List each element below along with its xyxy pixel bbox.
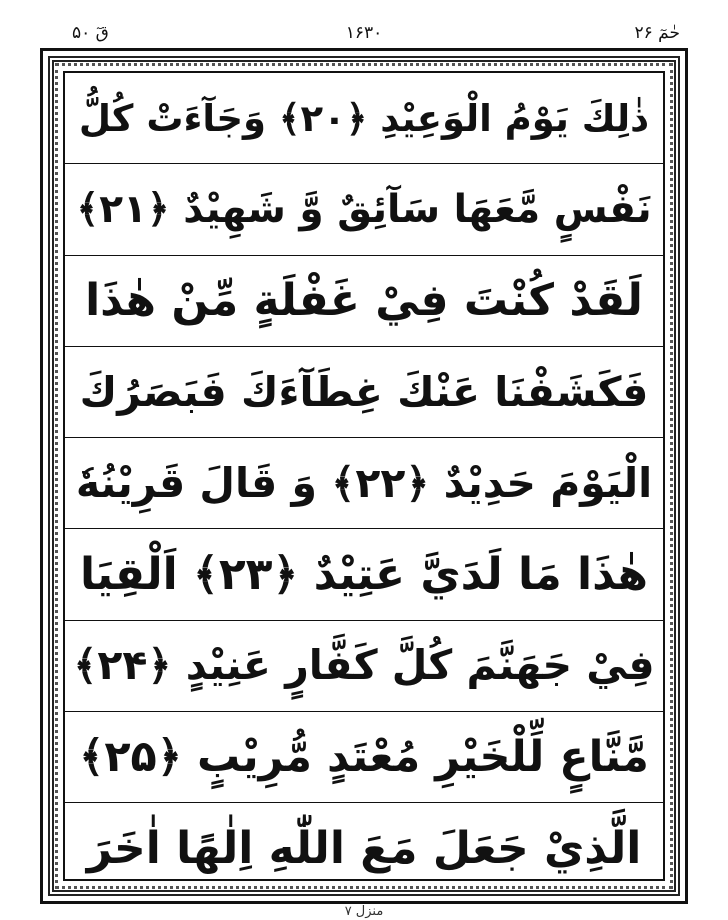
- line-text: الْيَوْمَ حَدِيْدٌ ﴿۲۲﴾ وَ قَالَ قَرِيْنُهٗ: [75, 458, 653, 507]
- juz-marker: حٰمٓ ۲۶: [634, 23, 680, 43]
- line-text: نَفْسٍ مَّعَهَا سَآئِقٌ وَّ شَهِيْدٌ ﴿۲۱﴾: [76, 186, 652, 232]
- text-line: [65, 438, 663, 529]
- text-line: [65, 164, 663, 255]
- surah-marker: قٓ ۵۰: [72, 23, 109, 43]
- page-frame: [40, 48, 688, 904]
- line-text: فِيْ جَهَنَّمَ كُلَّ كَفَّارٍ عَنِيْدٍ ﴿۲۴﴾: [73, 641, 655, 690]
- text-line: [65, 803, 663, 894]
- line-text: الَّذِيْ جَعَلَ مَعَ اللّٰهِ اِلٰهًا اٰخَرَ: [86, 823, 642, 875]
- text-line: [65, 621, 663, 712]
- page-header: [40, 22, 688, 46]
- text-line: [65, 347, 663, 438]
- line-text: مَّنَّاعٍ لِّلْخَيْرِ مُعْتَدٍ مُّرِيْبٍ ﴿۲۵﴾: [79, 731, 649, 782]
- line-text: فَكَشَفْنَا عَنْكَ غِطَآءَكَ فَبَصَرُكَ: [79, 367, 649, 416]
- line-text: ذٰلِكَ يَوْمُ الْوَعِيْدِ ﴿۲۰﴾ وَجَآءَتْ كُلُّ: [78, 96, 650, 140]
- page-number: ۱۶۳۰: [345, 23, 383, 43]
- text-line: [65, 73, 663, 164]
- text-line: [65, 256, 663, 347]
- text-line: [65, 529, 663, 620]
- line-text: هٰذَا مَا لَدَيَّ عَتِيْدٌ ﴿۲۳﴾ اَلْقِيَا: [79, 548, 649, 600]
- line-text: لَقَدْ كُنْتَ فِيْ غَفْلَةٍ مِّنْ هٰذَا: [85, 274, 643, 326]
- page-footer: منزل ۷: [344, 904, 384, 919]
- text-area: [63, 71, 665, 881]
- text-line: [65, 712, 663, 803]
